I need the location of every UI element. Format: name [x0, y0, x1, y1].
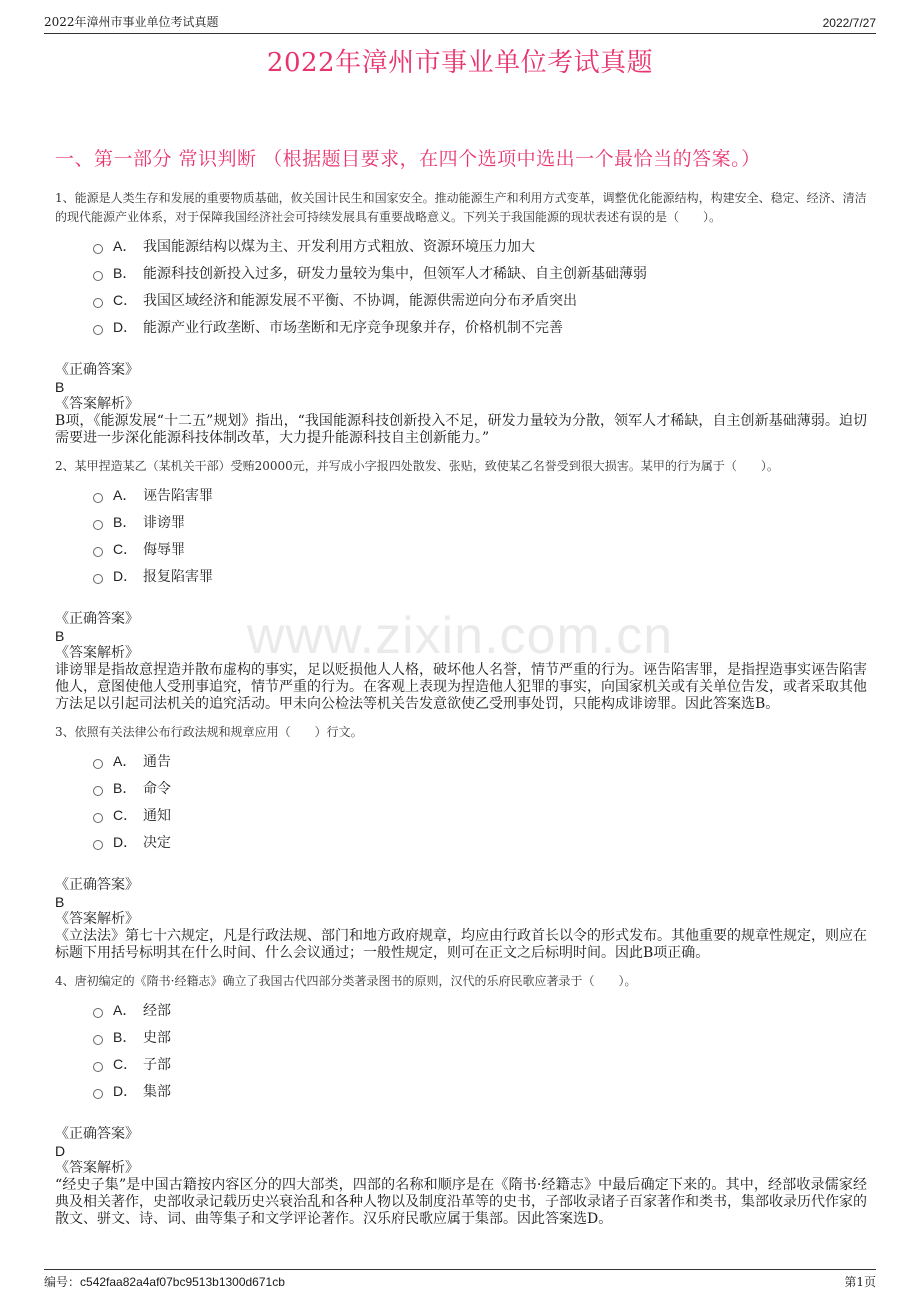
option-text: 命令 — [143, 780, 171, 797]
analysis-label: 《答案解析》 — [55, 396, 139, 412]
option-b[interactable] — [93, 259, 867, 286]
option-letter: A． — [113, 1001, 137, 1018]
header-date: 2022/7/27 — [822, 16, 876, 30]
analysis-text: 诽谤罪是指故意捏造并散布虚构的事实，足以贬损他人人格，破坏他人名誉，情节严重的行为。诬告陷害罪，是指捏造事实诬告陷害他人，意图使他人受刑事追究，情节严重的行为。在客观上表现为捏造他人犯罪的事实，向国家机关或有关单位告发，或者采取其他方法足以引起司法机关的追究活动。甲未向公检法等机关告发意欲使乙受刑事处罚，只能构成诽谤罪。因此答案选B。 — [55, 662, 867, 712]
option-text: 决定 — [143, 834, 171, 851]
option-c[interactable] — [93, 286, 867, 313]
radio-button-icon[interactable] — [93, 759, 103, 769]
option-letter: A． — [113, 752, 137, 769]
answer-block — [55, 1126, 867, 1228]
option-text: 我国能源结构以煤为主、开发利用方式粗放、资源环境压力加大 — [143, 238, 535, 255]
question-list — [55, 189, 867, 1238]
radio-button-icon[interactable] — [93, 244, 103, 254]
radio-button-icon[interactable] — [93, 271, 103, 281]
radio-button-icon[interactable] — [93, 325, 103, 335]
option-list — [93, 747, 867, 855]
answer-label: 《正确答案》 — [55, 877, 139, 893]
option-d[interactable] — [93, 313, 867, 340]
option-text: 通告 — [143, 753, 171, 770]
option-list — [93, 232, 867, 340]
question-2 — [55, 457, 867, 713]
option-letter: D． — [113, 318, 138, 335]
answer-label: 《正确答案》 — [55, 1126, 139, 1142]
option-text: 诽谤罪 — [143, 514, 185, 531]
radio-button-icon[interactable] — [93, 840, 103, 850]
option-letter: B． — [113, 779, 137, 796]
option-list — [93, 481, 867, 589]
correct-answer: B — [55, 379, 65, 395]
option-text: 史部 — [143, 1029, 171, 1046]
option-a[interactable] — [93, 481, 867, 508]
option-text: 通知 — [143, 807, 171, 824]
answer-block — [55, 877, 867, 962]
radio-button-icon[interactable] — [93, 1089, 103, 1099]
document-id — [44, 1273, 285, 1287]
question-1 — [55, 189, 867, 447]
option-letter: A． — [113, 237, 137, 254]
page-number: 第1页 — [844, 1275, 876, 1289]
page-footer — [44, 1269, 876, 1287]
option-text: 报复陷害罪 — [143, 568, 213, 585]
radio-button-icon[interactable] — [93, 1062, 103, 1072]
option-b[interactable] — [93, 774, 867, 801]
question-stem: 3、依照有关法律公布行政法规和规章应用（ ）行文。 — [55, 725, 363, 739]
option-d[interactable] — [93, 1077, 867, 1104]
analysis-label: 《答案解析》 — [55, 1160, 139, 1176]
section-heading: 一、第一部分 常识判断 （根据题目要求，在四个选项中选出一个最恰当的答案。） — [55, 148, 761, 170]
option-d[interactable] — [93, 828, 867, 855]
answer-block — [55, 362, 867, 447]
option-letter: C． — [113, 291, 138, 308]
option-a[interactable] — [93, 232, 867, 259]
option-text: 能源产业行政垄断、市场垄断和无序竞争现象并存，价格机制不完善 — [143, 319, 563, 336]
option-letter: C． — [113, 1055, 138, 1072]
option-letter: C． — [113, 540, 138, 557]
option-text: 我国区域经济和能源发展不平衡、不协调，能源供需逆向分布矛盾突出 — [143, 292, 577, 309]
question-stem: 2、某甲捏造某乙（某机关干部）受贿20000元，并写成小字报四处散发、张贴，致使某乙名誉受到很大损害。某甲的行为属于（ ）。 — [55, 459, 779, 473]
option-letter: D． — [113, 833, 138, 850]
radio-button-icon[interactable] — [93, 813, 103, 823]
header-doc-title: 2022年漳州市事业单位考试真题 — [44, 15, 219, 29]
option-text: 侮辱罪 — [143, 541, 185, 558]
page-title: 2022年漳州市事业单位考试真题 — [266, 48, 654, 78]
option-text: 诬告陷害罪 — [143, 487, 213, 504]
option-b[interactable] — [93, 508, 867, 535]
option-letter: B． — [113, 264, 137, 281]
radio-button-icon[interactable] — [93, 786, 103, 796]
option-d[interactable] — [93, 562, 867, 589]
answer-block — [55, 611, 867, 713]
option-letter: B． — [113, 1028, 137, 1045]
option-letter: D． — [113, 567, 138, 584]
radio-button-icon[interactable] — [93, 493, 103, 503]
correct-answer: B — [55, 894, 65, 910]
analysis-text: “经史子集”是中国古籍按内容区分的四大部类，四部的名称和顺序是在《隋书·经籍志》中最后确定下来的。其中，经部收录儒家经典及相关著作，史部收录记载历史兴衰治乱和各种人物以及制度沿革等的史书，子部收录诸子百家著作和类书，集部收录历代作家的散文、骈文、诗、词、曲等集子和文学评论著作。汉乐府民歌应属于集部。因此答案选D。 — [55, 1177, 867, 1227]
radio-button-icon[interactable] — [93, 547, 103, 557]
answer-label: 《正确答案》 — [55, 362, 139, 378]
analysis-label: 《答案解析》 — [55, 645, 139, 661]
option-list — [93, 996, 867, 1104]
option-text: 集部 — [143, 1083, 171, 1100]
option-c[interactable] — [93, 1050, 867, 1077]
correct-answer: B — [55, 628, 65, 644]
option-c[interactable] — [93, 801, 867, 828]
question-3 — [55, 723, 867, 962]
option-letter: D． — [113, 1082, 138, 1099]
option-c[interactable] — [93, 535, 867, 562]
analysis-text: B项，《能源发展“十二五”规划》指出，“我国能源科技创新投入不足，研发力量较为分散，领军人才稀缺，自主创新基础薄弱。迫切需要进一步深化能源科技体制改革，大力提升能源科技自主创新能力。” — [55, 413, 867, 446]
analysis-text: 《立法法》第七十六规定，凡是行政法规、部门和地方政府规章，均应由行政首长以令的形式发布。其他重要的规章性规定，则应在标题下用括号标明其在什么时间、什么会议通过；一般性规定，则可在正文之后标明时间。因此B项正确。 — [55, 928, 867, 961]
analysis-label: 《答案解析》 — [55, 911, 139, 927]
option-text: 经部 — [143, 1002, 171, 1019]
option-letter: A． — [113, 486, 137, 503]
question-4 — [55, 972, 867, 1228]
option-a[interactable] — [93, 996, 867, 1023]
correct-answer: D — [55, 1143, 66, 1159]
document-id-label: 编号： — [44, 1275, 81, 1289]
page-header — [44, 14, 876, 34]
option-letter: B． — [113, 513, 137, 530]
document-id-value: c542faa82a4af07bc9513b1300d671cb — [80, 1275, 285, 1289]
radio-button-icon[interactable] — [93, 1008, 103, 1018]
answer-label: 《正确答案》 — [55, 611, 139, 627]
question-stem: 1、能源是人类生存和发展的重要物质基础，攸关国计民生和国家安全。推动能源生产和利用方式变革，调整优化能源结构，构建安全、稳定、经济、清洁的现代能源产业体系，对于保障我国经济社会可持续发展具有重要战略意义。下列关于我国能源的现状表述有误的是（ ）。 — [55, 191, 867, 224]
option-letter: C． — [113, 806, 138, 823]
radio-button-icon[interactable] — [93, 520, 103, 530]
question-stem: 4、唐初编定的《隋书·经籍志》确立了我国古代四部分类著录图书的原则，汉代的乐府民歌应著录于（ ）。 — [55, 974, 637, 988]
watermark: www.zixin.com.cn — [246, 607, 674, 665]
option-b[interactable] — [93, 1023, 867, 1050]
radio-button-icon[interactable] — [93, 574, 103, 584]
option-a[interactable] — [93, 747, 867, 774]
option-text: 子部 — [143, 1056, 171, 1073]
radio-button-icon[interactable] — [93, 298, 103, 308]
radio-button-icon[interactable] — [93, 1035, 103, 1045]
option-text: 能源科技创新投入过多，研发力量较为集中，但领军人才稀缺、自主创新基础薄弱 — [143, 265, 647, 282]
